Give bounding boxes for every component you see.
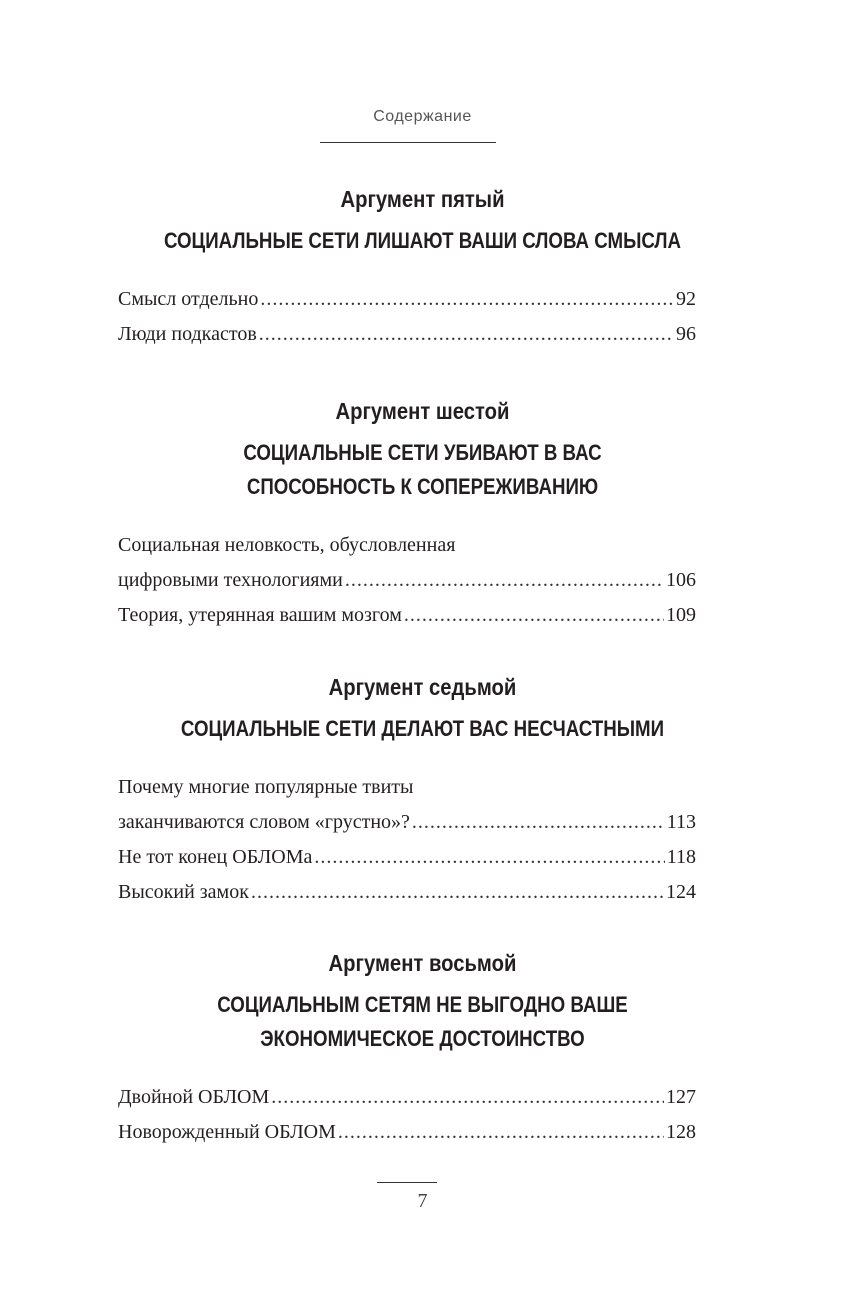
- toc-entry[interactable]: [118, 598, 696, 633]
- dot-leader: [314, 840, 664, 875]
- toc-entry[interactable]: [118, 528, 696, 598]
- subtitle-line: СОЦИАЛЬНЫЕ СЕТИ УБИВАЮТ В ВАС: [243, 440, 602, 465]
- subtitle-line: СОЦИАЛЬНЫЕ СЕТИ ЛИШАЮТ ВАШИ СЛОВА СМЫСЛА: [163, 228, 682, 253]
- subtitle-line: СПОСОБНОСТЬ К СОПЕРЕЖИВАНИЮ: [246, 474, 599, 499]
- toc-entry-title-line: Почему многие популярные твиты: [118, 776, 414, 798]
- toc-entries: [118, 1080, 696, 1150]
- toc-entry-page: 127: [666, 1086, 696, 1108]
- section-subtitle: [63, 224, 781, 258]
- subtitle-line: ЭКОНОМИЧЕСКОЕ ДОСТОИНСТВО: [260, 1026, 585, 1051]
- section-title: Аргумент седьмой: [328, 674, 517, 700]
- header-rule: [320, 142, 496, 143]
- section-argument-5: [0, 182, 845, 352]
- dot-leader: [345, 563, 664, 598]
- toc-entry[interactable]: [118, 317, 696, 352]
- section-subtitle: [63, 988, 781, 1056]
- toc-entry-title: Теория, утерянная вашим мозгом: [118, 604, 402, 626]
- running-head: Содержание: [373, 108, 472, 125]
- page-number: 7: [417, 1190, 428, 1212]
- dot-leader: [251, 875, 664, 910]
- toc-entry-title: Двойной ОБЛОМ: [118, 1086, 270, 1108]
- toc-entry-title-line: Социальная неловкость, обусловленная: [118, 534, 456, 556]
- section-argument-7: [0, 670, 845, 910]
- toc-entry-page: 109: [666, 604, 696, 626]
- toc-entry-title: Новорожденный ОБЛОМ: [118, 1121, 336, 1143]
- toc-entry-title: Высокий замок: [118, 881, 249, 903]
- toc-entry-title: Не тот конец ОБЛОМа: [118, 846, 313, 868]
- section-subtitle: [63, 436, 781, 504]
- section-title: Аргумент восьмой: [328, 950, 517, 976]
- toc-entry-title: цифровыми технологиями: [118, 569, 343, 591]
- toc-entry-page: 118: [666, 846, 696, 868]
- dot-leader: [338, 1115, 664, 1150]
- dot-leader: [271, 1080, 664, 1115]
- section-argument-6: [0, 394, 845, 633]
- dot-leader: [412, 805, 665, 840]
- subtitle-line: СОЦИАЛЬНЫЕ СЕТИ ДЕЛАЮТ ВАС НЕСЧАСТНЫМИ: [180, 716, 665, 741]
- toc-entry[interactable]: [118, 770, 696, 840]
- dot-leader: [259, 317, 674, 352]
- folio-rule: [377, 1182, 437, 1183]
- section-subtitle: [63, 712, 781, 746]
- section-title: Аргумент пятый: [340, 186, 505, 212]
- toc-entry-page: 128: [666, 1121, 696, 1143]
- toc-entry[interactable]: [118, 1115, 696, 1150]
- toc-entries: [118, 770, 696, 910]
- toc-entry-title: Смысл отдельно: [118, 288, 259, 310]
- toc-entries: [118, 282, 696, 352]
- toc-entry[interactable]: [118, 840, 696, 875]
- toc-entry[interactable]: [118, 1080, 696, 1115]
- toc-entry-title: Люди подкастов: [118, 323, 257, 345]
- toc-entry-page: 124: [666, 881, 696, 903]
- subtitle-line: СОЦИАЛЬНЫМ СЕТЯМ НЕ ВЫГОДНО ВАШЕ: [217, 992, 628, 1017]
- toc-entries: [118, 528, 696, 633]
- section-title: Аргумент шестой: [335, 398, 510, 424]
- dot-leader: [404, 598, 664, 633]
- toc-entry-page: 106: [666, 569, 696, 591]
- toc-entry-page: 96: [676, 323, 696, 345]
- toc-entry[interactable]: [118, 282, 696, 317]
- toc-entry-title: заканчиваются словом «грустно»?: [118, 811, 410, 833]
- dot-leader: [260, 282, 674, 317]
- toc-entry-page: 113: [666, 811, 696, 833]
- toc-entry[interactable]: [118, 875, 696, 910]
- toc-entry-page: 92: [676, 288, 696, 310]
- section-argument-8: [0, 946, 845, 1150]
